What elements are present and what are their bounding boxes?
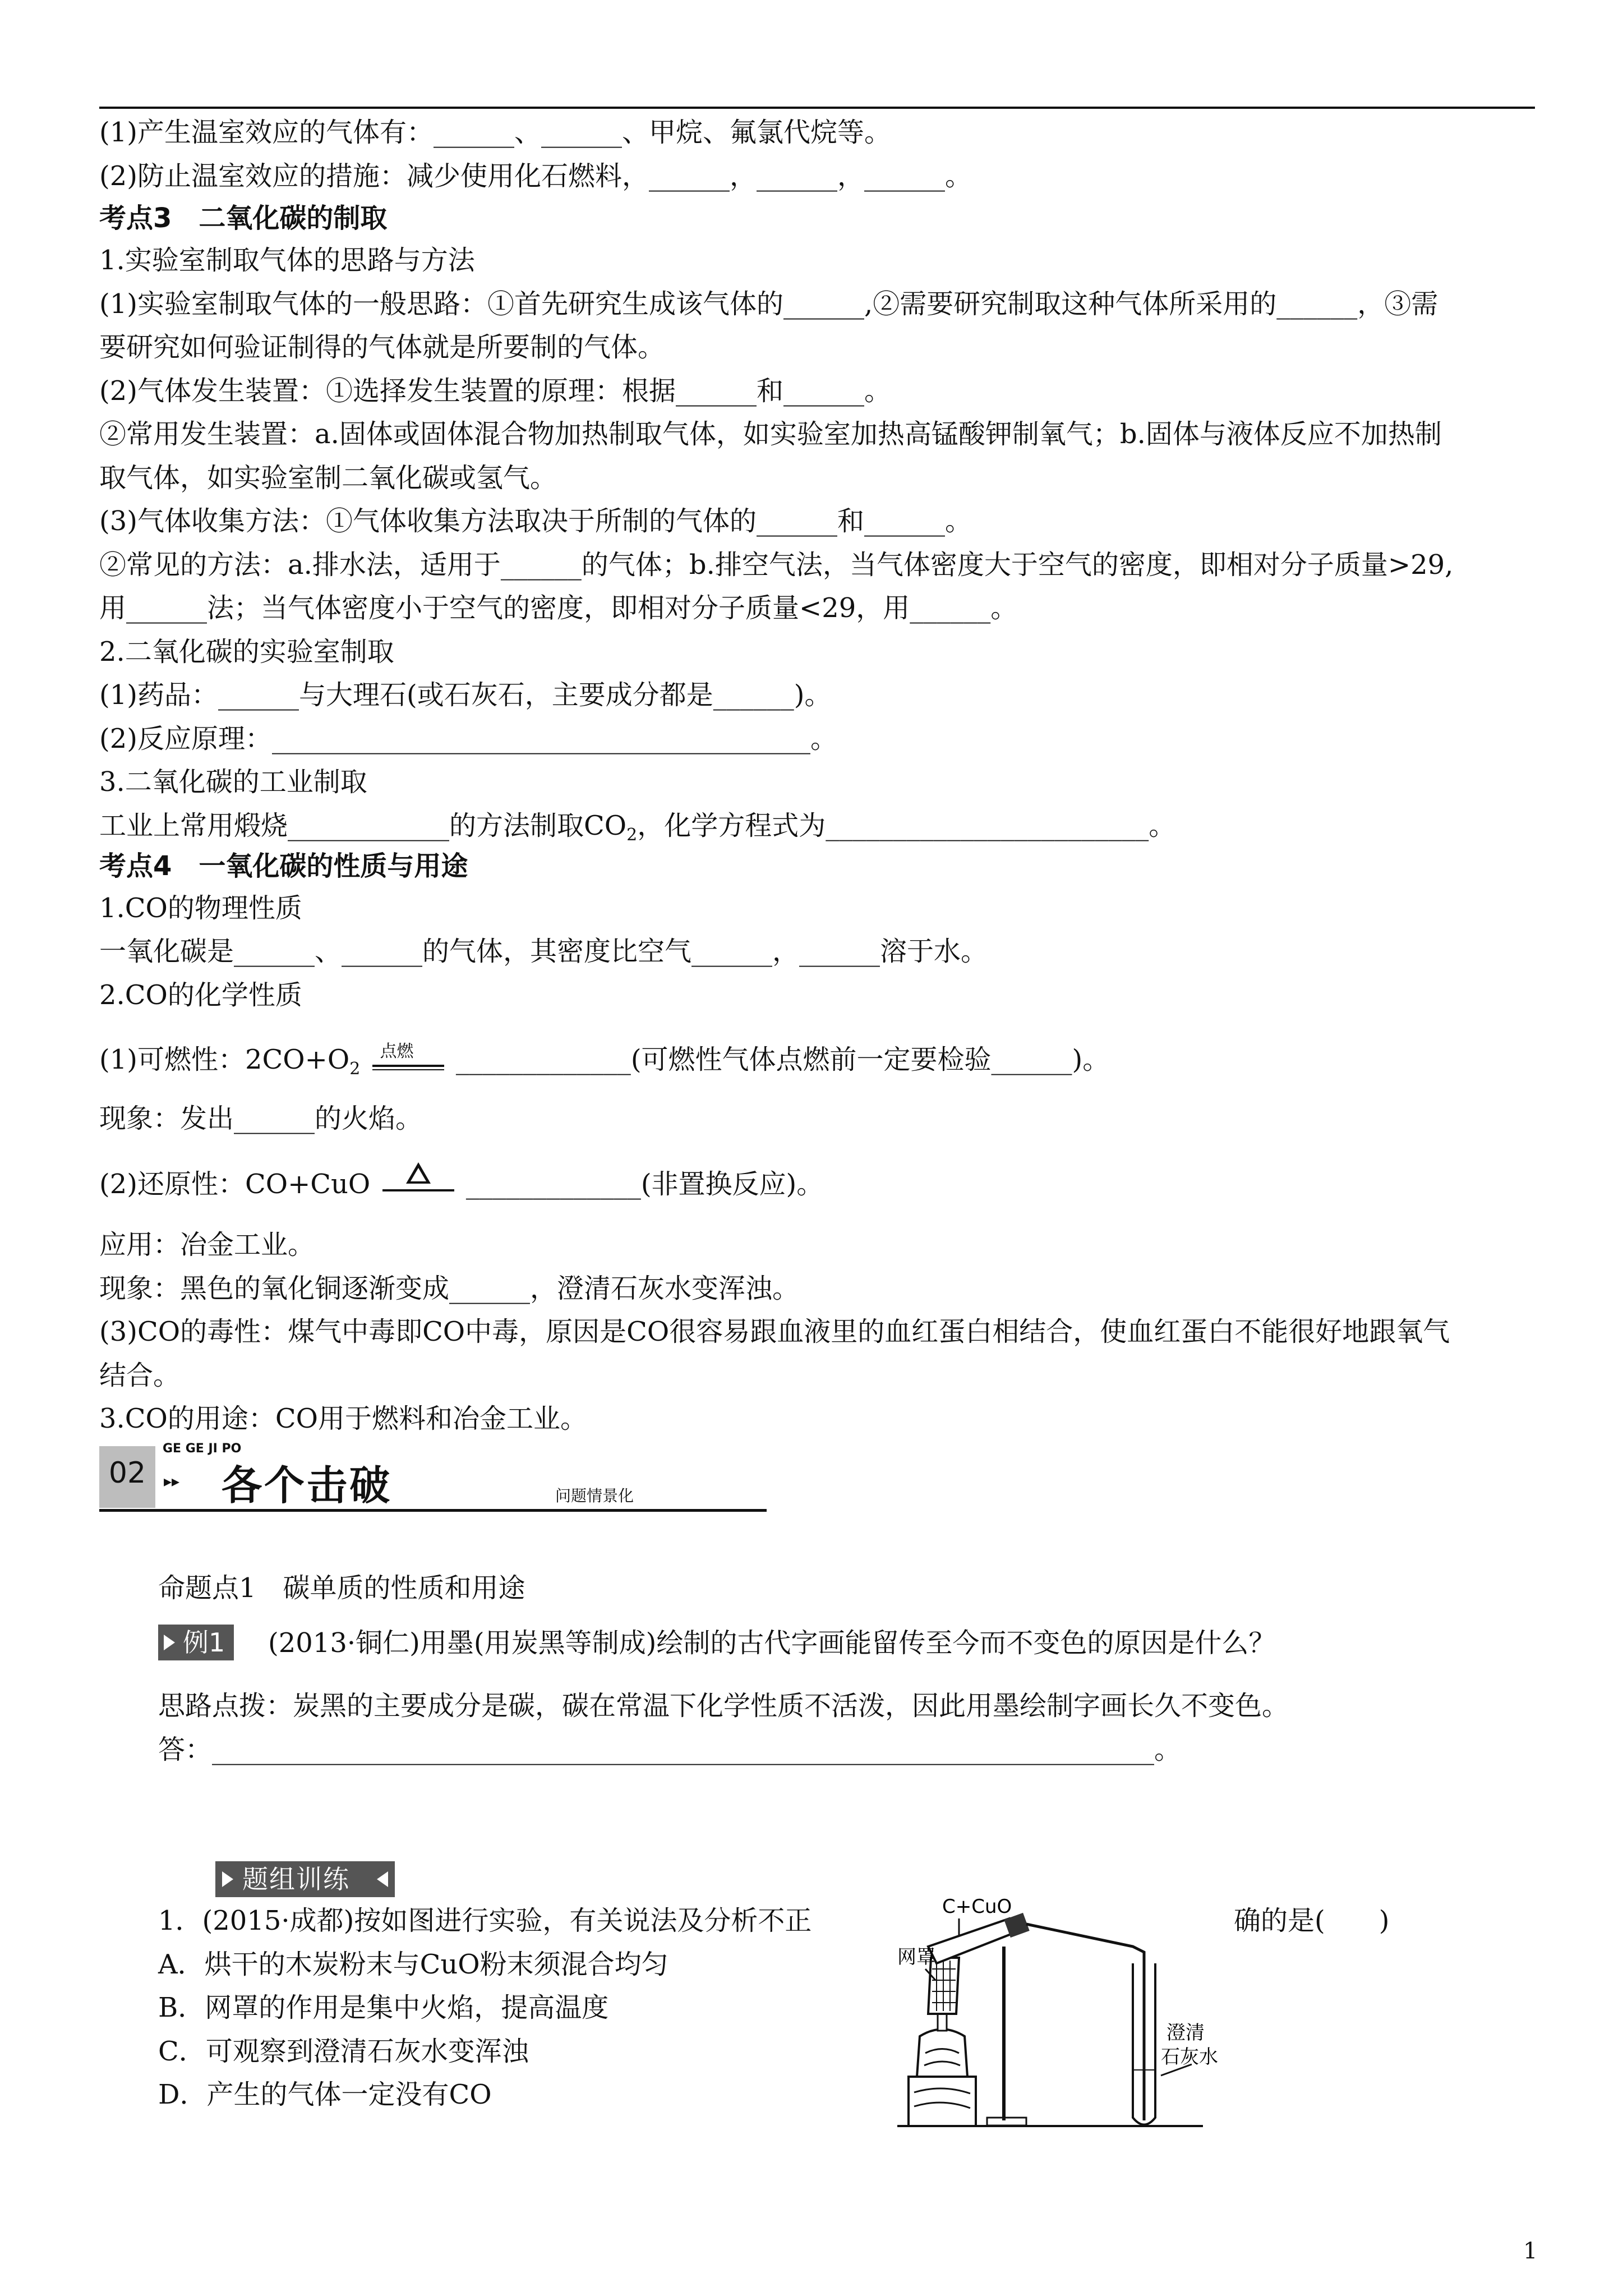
left-triangle-icon — [377, 1871, 388, 1887]
text-fragment: 工业上常用煅烧____________的方法制取CO — [99, 810, 627, 841]
training-badge — [215, 1861, 395, 1897]
top-rule — [99, 107, 1535, 109]
proposition-heading: 命题点1 碳单质的性质和用途 — [158, 1572, 525, 1604]
hint-text: 思路点拨：炭黑的主要成分是碳，碳在常温下化学性质不活泼，因此用墨绘制字画长久不变色。 — [158, 1690, 1289, 1722]
text-line: (1)药品：______与大理石(或石灰石，主要成分都是______)。 — [99, 679, 832, 711]
heat-triangle-icon — [406, 1162, 431, 1184]
text-line: 1.实验室制取气体的思路与方法 — [99, 245, 475, 276]
text-line: 1.CO的物理性质 — [99, 892, 302, 924]
example-label: 例1 — [183, 1627, 225, 1658]
text-line: 要研究如何验证制得的气体就是所要制的气体。 — [99, 332, 665, 363]
text-fragment: _____________(可燃性气体点燃前一定要检验______)。 — [455, 1044, 1110, 1075]
banner-subtitle: 问题情景化 — [555, 1487, 634, 1505]
text-line: 3.二氧化碳的工业制取 — [99, 766, 367, 798]
text-line: (2)防止温室效应的措施：减少使用化石燃料，______，______，______。 — [99, 160, 972, 192]
example-text: (2013·铜仁)用墨(用炭黑等制成)绘制的古代字画能留传至今而不变色的原因是什么？ — [268, 1627, 1276, 1659]
banner-pinyin: GE GE JI PO — [163, 1442, 242, 1456]
text-fragment: ，化学方程式为________________________。 — [637, 810, 1176, 841]
apparatus-figure — [897, 1885, 1223, 2132]
text-line: 3.CO的用途：CO用于燃料和冶金工业。 — [99, 1403, 587, 1434]
banner-title: 各个击破 — [222, 1462, 393, 1509]
text-line: (3)气体收集方法：①气体收集方法取决于所制的气体的______和______。 — [99, 505, 972, 537]
text-line: (1)产生温室效应的气体有：______、______、甲烷、氟氯代烷等。 — [99, 117, 891, 148]
text-line: 2.二氧化碳的实验室制取 — [99, 636, 394, 668]
question-stem: 1．(2015·成都)按如图进行实验，有关说法及分析不正 — [158, 1905, 812, 1936]
reaction-arrow-ignite — [369, 1042, 448, 1077]
option-b: B．网罩的作用是集中火焰，提高温度 — [158, 1992, 609, 2023]
subscript: 2 — [626, 825, 638, 845]
play-triangle-icon — [164, 1635, 175, 1650]
question-stem-end: 确的是( ) — [1234, 1905, 1390, 1936]
label-limewater-1: 澄清 — [1166, 2022, 1205, 2044]
text-line: 取气体，如实验室制二氧化碳或氢气。 — [99, 462, 557, 494]
answer-line: 答：______________________________________________________________________。 — [158, 1734, 1182, 1765]
banner-rule — [99, 1509, 767, 1512]
section-heading: 考点3 二氧化碳的制取 — [99, 203, 388, 234]
option-a: A．烘干的木炭粉末与CuO粉末须混合均匀 — [158, 1949, 668, 1980]
training-label: 题组训练 — [242, 1864, 350, 1894]
text-line: (2)反应原理：________________________________________。 — [99, 723, 837, 754]
condition-label: 点燃 — [380, 1042, 414, 1061]
text-line — [99, 808, 1175, 853]
text-line: ②常用发生装置：a.固体或固体混合物加热制取气体，如实验室加热高锰酸钾制氧气；b.固体与液体反应不加热制 — [99, 418, 1442, 450]
text-line: 现象：黑色的氧化铜逐渐变成______，澄清石灰水变浑浊。 — [99, 1273, 800, 1304]
label-mesh: 网罩 — [897, 1946, 935, 1968]
double-arrow-icon: ▸▸ — [164, 1472, 180, 1490]
option-c: C．可观察到澄清石灰水变浑浊 — [158, 2036, 529, 2067]
label-limewater-2: 石灰水 — [1161, 2046, 1218, 2068]
subscript: 2 — [349, 1059, 361, 1079]
label-reactant: C+CuO — [942, 1895, 1012, 1918]
right-triangle-icon — [222, 1871, 233, 1887]
text-line: 应用：冶金工业。 — [99, 1229, 315, 1260]
reaction-arrow-heat — [379, 1167, 458, 1202]
section-heading: 考点4 一氧化碳的性质与用途 — [99, 850, 468, 882]
text-line: ②常见的方法：a.排水法，适用于______的气体；b.排空气法，当气体密度大于空气的密度，即相对分子质量>29, — [99, 549, 1454, 581]
text-line: 2.CO的化学性质 — [99, 979, 302, 1011]
text-line: 现象：发出______的火焰。 — [99, 1103, 423, 1134]
text-line: 一氧化碳是______、______的气体，其密度比空气______，______溶于水。 — [99, 936, 988, 967]
text-fragment: (1)可燃性：2CO+O — [99, 1044, 350, 1075]
text-fragment: (2)还原性：CO+CuO — [99, 1168, 371, 1200]
text-line: 结合。 — [99, 1360, 181, 1391]
example-badge — [158, 1625, 234, 1660]
text-line: (2)气体发生装置：①选择发生装置的原理：根据______和______。 — [99, 375, 891, 407]
text-line: (1)实验室制取气体的一般思路：①首先研究生成该气体的______,②需要研究制取这种气体所采用的______，③需 — [99, 288, 1438, 320]
text-line: (3)CO的毒性：煤气中毒即CO中毒，原因是CO很容易跟血液里的血红蛋白相结合，使血红蛋白不能很好地跟氧气 — [99, 1316, 1450, 1347]
equation-line — [99, 1042, 1109, 1087]
option-d: D．产生的气体一定没有CO — [158, 2079, 492, 2110]
text-fragment: _____________(非置换反应)。 — [465, 1168, 824, 1200]
page-number: 1 — [1523, 2238, 1538, 2264]
banner-number: 02 — [108, 1456, 146, 1490]
text-line: 用______法；当气体密度小于空气的密度，即相对分子质量<29，用______。 — [99, 592, 1018, 624]
equation-line — [99, 1167, 823, 1202]
